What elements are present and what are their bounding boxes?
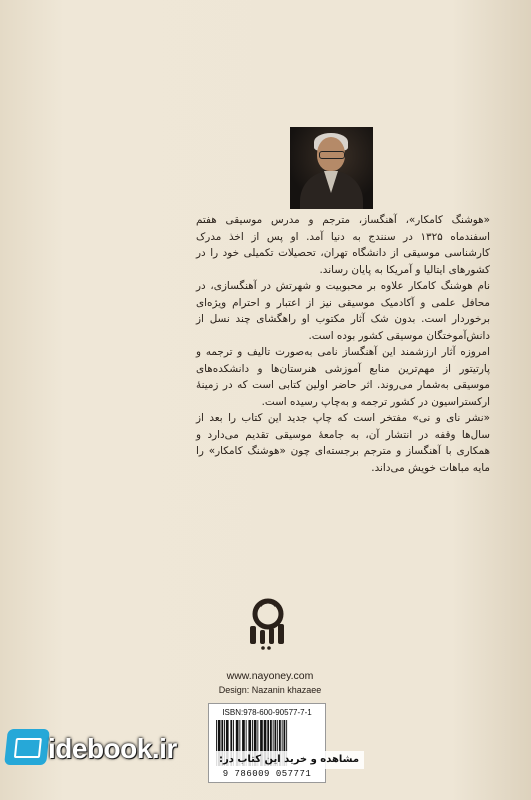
bio-paragraph-1: «هوشنگ کامکار»، آهنگساز، مترجم و مدرس موسیقی هفتم اسفندماه ۱۳۲۵ در سنندج به دنیا آمد. او پس از اخذ مدرک کارشناسی موسیقی از دانشگاه تهران، تحصیلات تکمیلی خود را در کشورهای ایتالیا و آمریکا به پایان رساند. [196,214,490,276]
watermark-brand: idebook.ir [48,733,177,764]
idebook-logo-icon [4,729,50,765]
bio-paragraph-2: نام هوشنگ کامکار علاوه بر محبوبیت و شهرتش در آهنگسازی، در محافل علمی و آکادمیک موسیقی نیز از اعتبار و احترام ویژه‌ای برخوردار است. بدون شک آثار مکتوب او راهگشای چند نسل از دانش‌آموختگان موسیقی کشور بوده است. [196,280,490,342]
bio-paragraph-4: «نشر نای و نی» مفتخر است که چاپ جدید این کتاب را بعد از سال‌ها وقفه در انتشار آن، به جامعهٔ موسیقی تقدیم می‌دارد و همکاری با آهنگساز و مترجم برجسته‌ای چون «هوشنگ کامکار» را مایه مباهات خویش می‌داند. [196,412,490,474]
publisher-website: www.nayoney.com [226,670,314,682]
watermark-banner[interactable] [0,725,531,800]
publisher-logo [238,594,298,654]
isbn-label: ISBN:978-600-90577-7-1 [222,708,312,717]
watermark-note: مشاهده و خرید این کتاب در: [214,751,364,769]
bio-paragraph-3: امروزه آثار ارزشمند این آهنگساز نامی به‌صورت تالیف و ترجمه و پارتیتور از مهم‌ترین منابع آموزشی هنرستان‌ها و دانشکده‌های موسیقی به‌شمار می‌روند. اثر حاضر اولین کتابی است که در زمینهٔ ارکستراسیون در کشور ترجمه و به‌چاپ رسیده است. [196,346,490,408]
barcode-digits: 9 786009 057771 [222,769,312,779]
design-credit: Design: Nazanin khazaee [218,685,322,695]
author-photo [290,127,373,209]
author-biography [196,212,490,476]
